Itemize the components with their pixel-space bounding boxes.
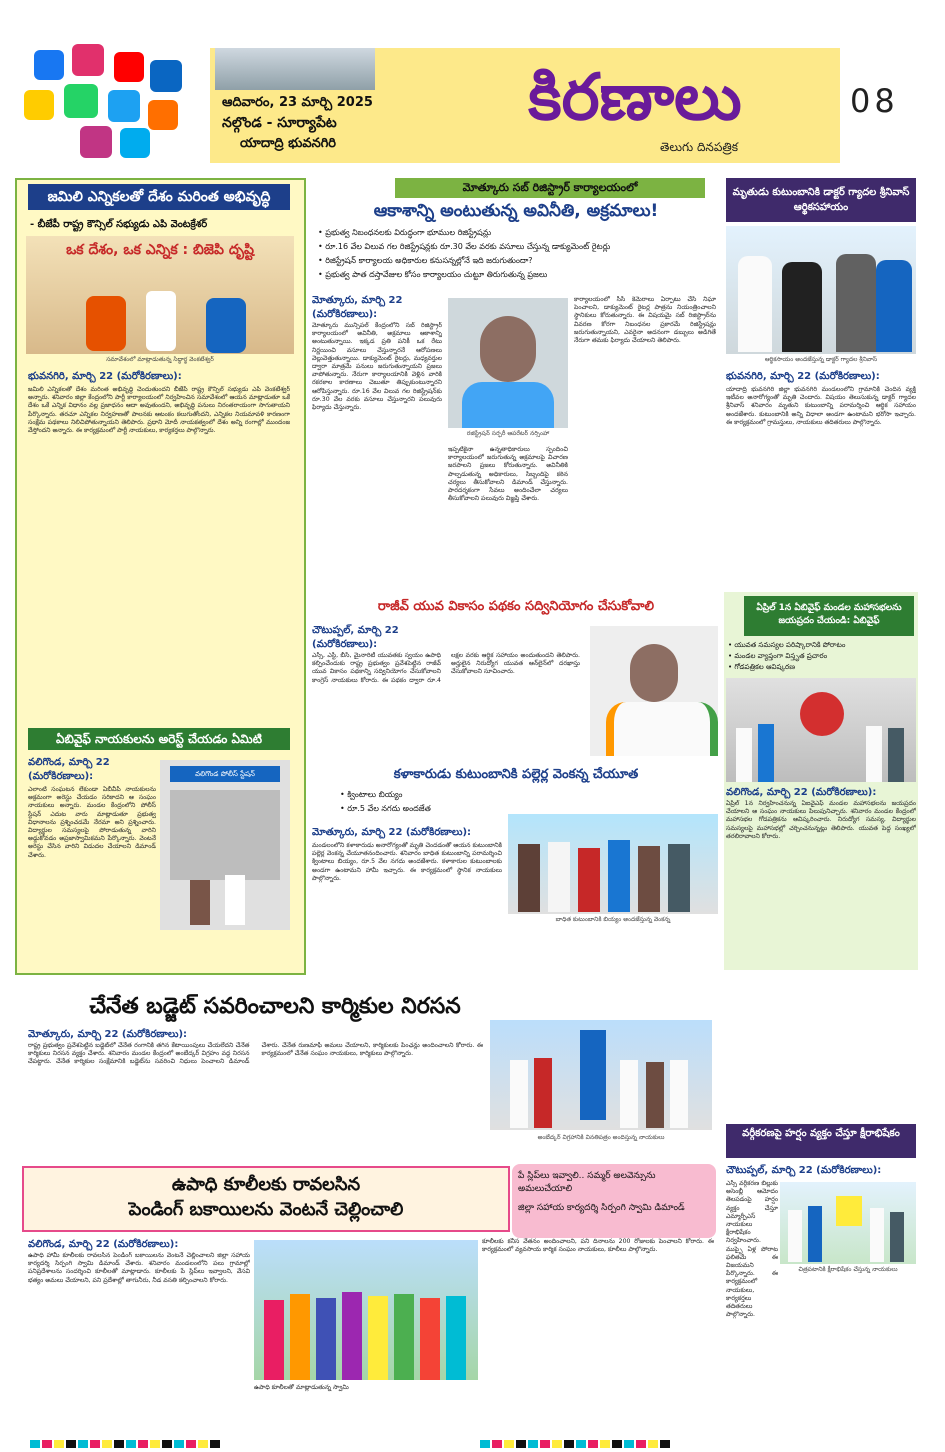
story1-photo-caption: సమావేశంలో మాట్లాడుతున్న సిద్ధార్థ వెంకటేశ్వర్ xyxy=(106,356,214,363)
story9-body: ఎస్సీ వర్గీకరణ బిల్లుకు అసెంబ్లీ ఆమోదం తెలపడంపై హర్షం వ్యక్తం చేస్తూ ఎమ్మార్పీఎస్ నాయకులు క్షీరాభిషేకం నిర్వహించారు. ముప్పై ఏళ్ల పోరాట ఫలితమే ఈ విజయమని పేర్కొన్నారు. ఈ కార్యక్రమంలో నాయకులు, కార్యకర్తలు తదితరులు పాల్గొన్నారు. xyxy=(726,1180,778,1319)
story7-box-title: ఏప్రిల్ 1న ఏబివైఫ్ మండల మహాసభలను జయప్రదం చేయండి: ఏబివైఫ్ xyxy=(744,596,914,636)
story10-headline-box xyxy=(22,1166,510,1232)
story7-bullet-2: • మండల వ్యాప్తంగా విస్తృత ప్రచారం xyxy=(728,651,916,662)
skyline-photo xyxy=(215,48,375,90)
story5-dateline: మోత్కూరు, మార్చి 22 (మరోకిరణాలు): xyxy=(312,827,472,838)
story5-bullets xyxy=(340,788,540,816)
story10-body-right: కూలీలకు కనీస వేతనం అందించాలని, పని దినాలను 200 రోజులకు పెంచాలని కోరారు. ఈ కార్యక్రమంలో వ్యవసాయ కార్మిక సంఘం నాయకులు, కూలీలు పాల్గొన్నారు. xyxy=(482,1238,714,1254)
story4-body: ఎస్సీ, ఎస్టీ, బీసీ, మైనారిటీ యువతకు స్వయం ఉపాధి కల్పించేందుకు రాష్ట్ర ప్రభుత్వం ప్రవేశపెట్టిన రాజీవ్ యువ వికాసం పథకాన్ని సద్వినియోగం చేసుకోవాలని కాంగ్రెస్ నాయకులు కోరారు. ఈ పథకం ద్వారా రూ.4 లక్షల వరకు ఆర్థిక సహాయం అందుతుందని తెలిపారు. అర్హులైన నిరుద్యోగ యువత ఆన్‌లైన్‌లో దరఖాస్తు చేసుకోవాలని సూచించారు. xyxy=(312,652,580,684)
story1-subhead: - బీజేపీ రాష్ట్ర కౌన్సిల్ సభ్యుడు ఎపి వెంటక్రేశర్ xyxy=(30,219,208,230)
story5-bullet-1: • క్వింటాలు బియ్యం xyxy=(340,788,540,802)
story2-body: ఎలాంటి సంఘటన లేకుండా ఏబీవీపీ నాయకులను అక్రమంగా అరెస్టు చేయడం సరికాదని ఆ సంఘం నాయకులు అన్నారు. మండల కేంద్రంలోని పోలీస్ స్టేషన్ ఎదుట వారు మాట్లాడుతూ ప్రభుత్వ విధానాలను ప్రశ్నించడమే నేరమా అని ప్రశ్నించారు. విద్యార్థుల సమస్యలపై పోరాడుతున్న వారిని అడ్డుకోవడం అప్రజాస్వామికమని పేర్కొన్నారు. వెంటనే అరెస్టు చేసిన వారిని విడుదల చేయాలని డిమాండ్ చేశారు. xyxy=(28,786,156,859)
story9-photo-caption: చిత్రపటానికి క్షీరాభిషేకం చేస్తున్న నాయకులు xyxy=(798,1266,898,1273)
story2-dateline: వలిగొండ, మార్చి 22 (మరోకిరణాలు): xyxy=(28,757,110,782)
edition-line-2: యాదాద్రి భువనగిరి xyxy=(240,136,337,151)
story7-bullet-3: • గోడపత్రికల ఆవిష్కరణ xyxy=(728,662,916,673)
story10-callout-2: జిల్లా సహాయ కార్యదర్శి సిర్పంగి స్వామి డిమాండ్ xyxy=(518,1203,685,1213)
story8-headline: చేనేత బడ్జెట్ సవరించాలని కార్మికుల నిరసన xyxy=(89,994,461,1019)
edition-line-1: నల్గొండ - సూర్యాపేట xyxy=(222,115,337,131)
social-media-icons-graphic xyxy=(20,40,210,160)
logo-text: కిరణాలు xyxy=(528,61,742,135)
story9-dateline: చౌటుప్పల్, మార్చి 22 (మరోకిరణాలు): xyxy=(726,1165,882,1176)
story9-box-title: వర్గీకరణపై హర్షం వ్యక్తం చేస్తూ క్షీరాభిషేకం xyxy=(726,1124,916,1158)
story1-photo xyxy=(26,236,294,354)
story3-dateline: మోత్కూరు, మార్చి 22 (మరోకిరణాలు): xyxy=(312,295,403,320)
story1-body: జమిలి ఎన్నికలతో దేశం మరింత అభివృద్ధి చెందుతుందని బీజేపీ రాష్ట్ర కౌన్సిల్ సభ్యుడు ఎపి వెంకటేశ్వర్ అన్నారు. శనివారం జిల్లా కేంద్రంలోని పార్టీ కార్యాలయంలో నిర్వహించిన సమావేశంలో ఆయన మాట్లాడుతూ ఒకే దేశం ఒకే ఎన్నిక విధానం వల్ల ప్రజాధనం ఆదా అవుతుందని, అభివృద్ధి పనులు నిరంతరాయంగా సాగుతాయని పేర్కొన్నారు. తరచూ ఎన్నికల నిర్వహణతో పాలనకు ఆటంకం కలుగుతోందని, ఎన్నికల నియమావళి కారణంగా సంక్షేమ పథకాలు నిలిచిపోతున్నాయని తెలిపారు. ప్రధాని మోదీ నాయకత్వంలో దేశం అన్ని రంగాల్లో ముందంజ వేస్తోందని అన్నారు. ఈ కార్యక్రమంలో పార్టీ నాయకులు, కార్యకర్తలు పాల్గొన్నారు. xyxy=(28,386,290,435)
story3-bullet-4: • ప్రభుత్వ పాత దస్తావేజుల కోసం కార్యాలయం చుట్టూ తిరుగుతున్న ప్రజలు xyxy=(318,268,718,282)
story8-photo xyxy=(490,1020,712,1130)
date-line: ఆదివారం, 23 మార్చి 2025 xyxy=(222,95,373,110)
story2-headline: ఏబివైఫ్ నాయకులను అరెస్ట్ చేయడం ఏమిటి xyxy=(28,728,290,750)
story3-kicker: మోత్కూరు సబ్ రిజిస్ట్రార్ కార్యాలయంలో xyxy=(395,178,705,198)
story5-headline: కళాకారుడు కుటుంబానికి పల్లెర్ల వెంకన్న చేయూత xyxy=(393,767,639,782)
story3-body-left: మోత్కూరు మున్సిపల్ కేంద్రంలోని సబ్ రిజిస్ట్రార్ కార్యాలయంలో అవినీతి, అక్రమాలు ఆకాశాన్ని అంటుతున్నాయి. ఇక్కడ ప్రతి పనికీ ఒక రేటు నిర్ణయించి వసూలు చేస్తున్నారనే ఆరోపణలు వెల్లువెత్తుతున్నాయి. డాక్యుమెంట్ రైటర్లు, మధ్యవర్తుల ద్వారా మాత్రమే పనులు జరుగుతున్నాయని ప్రజలు వాపోతున్నారు. నేరుగా కార్యాలయానికి వెళ్లిన వారికి రకరకాల కారణాలు చెబుతూ తిప్పుకుంటున్నారని ఆరోపిస్తున్నారు. రూ.16 వేల విలువ గల రిజిస్ట్రేషన్‌కు రూ.30 వేల వరకు వసూలు చేస్తున్నారని పలువురు ఫిర్యాదు చేస్తున్నారు. xyxy=(312,322,442,412)
story3-bullet-2: • రూ.16 వేల విలువ గల రిజిస్ట్రేషన్లకు రూ.30 వేల వరకు వసూలు చేస్తున్న డాక్యుమెంట్ రైటర్లు xyxy=(318,240,718,254)
story7-photo xyxy=(726,678,916,782)
story6-body: యాదాద్రి భువనగిరి జిల్లా భువనగిరి మండలంలోని గ్రామానికి చెందిన వ్యక్తి ఇటీవల అనారోగ్యంతో మృతి చెందారు. విషయం తెలుసుకున్న డాక్టర్ గ్యాదల శ్రీనివాస్ శనివారం మృతుని కుటుంబాన్ని పరామర్శించి ఆర్థిక సహాయం అందజేశారు. కుటుంబానికి అన్ని విధాలా అండగా ఉంటామని భరోసా ఇచ్చారు. ఈ కార్యక్రమంలో గ్రామస్తులు, నాయకులు తదితరులు పాల్గొన్నారు. xyxy=(726,386,916,426)
story6-box-title: మృతుడు కుటుంబానికి డాక్టర్ గ్యాదల శ్రీనివాస్ ఆర్థికసహాయం xyxy=(726,178,916,222)
story10-dateline: వలిగొండ, మార్చి 22 (మరోకిరణాలు): xyxy=(28,1239,179,1250)
story10-callout xyxy=(512,1164,716,1238)
story8-dateline: మోత్కూరు, మార్చి 22 (మరోకిరణాలు): xyxy=(28,1029,188,1040)
story9-photo xyxy=(780,1182,916,1264)
story6-photo xyxy=(726,226,916,354)
print-registration-marks xyxy=(0,1429,945,1447)
story5-photo xyxy=(508,814,718,914)
story6-photo-caption: ఆర్థికసాయం అందజేస్తున్న డాక్టర్ గ్యాదల శ్రీనివాస్ xyxy=(764,356,878,363)
story4-portrait xyxy=(590,626,718,756)
page-number: 08 xyxy=(850,82,899,120)
story1-headline: జమిలి ఎన్నికలతో దేశం మరింత అభివృద్ధి xyxy=(28,184,290,210)
story8-photo-caption: అంబేద్కర్ విగ్రహానికి వినతిపత్రం అందిస్తున్న నాయకులు xyxy=(537,1134,665,1141)
story3-body-right: కార్యాలయంలో సీసీ కెమెరాలు ఏర్పాటు చేసి నిఘా పెంచాలని, డాక్యుమెంట్ రైటర్ల పాత్రను నియంత్రించాలని స్థానికులు కోరుతున్నారు. ఈ విషయమై సబ్ రిజిస్ట్రార్‌ను వివరణ కోరగా నిబంధనల ప్రకారమే రిజిస్ట్రేషన్లు జరుగుతున్నాయని, ఎవరైనా అదనంగా డబ్బులు అడిగితే నేరుగా తమకు ఫిర్యాదు చేయాలని తెలిపారు. xyxy=(574,296,716,345)
story3-body-mid: ఇప్పటికైనా ఉన్నతాధికారులు స్పందించి కార్యాలయంలో జరుగుతున్న అక్రమాలపై విచారణ జరపాలని ప్రజలు కోరుతున్నారు. అవినీతికి పాల్పడుతున్న అధికారులు, సిబ్బందిపై కఠిన చర్యలు తీసుకోవాలని డిమాండ్ చేస్తున్నారు. పారదర్శకంగా సేవలు అందించేలా చర్యలు తీసుకోవాలని పలువురు విజ్ఞప్తి చేశారు. xyxy=(448,446,568,503)
story10-headline-line2: పెండింగ్ బకాయిలను వెంటనే చెల్లించాలి xyxy=(128,1199,404,1220)
story7-bullets xyxy=(728,640,916,673)
story3-bullet-3: • రిజిస్ట్రేషన్ కార్యాలయ అధికారుల కనుసన్నల్లోనే ఇది జరుగుతుందా? xyxy=(318,254,718,268)
story7-dateline: వలిగొండ, మార్చి 22 (మరోకిరణాలు): xyxy=(726,787,877,798)
story3-headline: ఆకాశాన్ని అంటుతున్న అవినీతి, అక్రమాలు! xyxy=(373,201,659,221)
story4-dateline: చౌటుప్పల్, మార్చి 22 (మరోకిరణాలు): xyxy=(312,625,399,650)
story10-callout-1: పే స్లిప్‌లు ఇవ్వాలి.. సమ్మర్ అలవెన్సును అమలుచేయాలి xyxy=(518,1171,656,1194)
story5-body: మండలంలోని కళాకారుడు అనారోగ్యంతో మృతి చెందడంతో ఆయన కుటుంబానికి పల్లెర్ల వెంకన్న చేయూతనందించారు. శనివారం బాధిత కుటుంబాన్ని పరామర్శించి క్వింటాలు బియ్యం, రూ.5 వేల నగదు అందజేశారు. కళాకారుల కుటుంబాలకు అండగా ఉంటామని హామీ ఇచ్చారు. ఈ కార్యక్రమంలో స్థానిక నాయకులు పాల్గొన్నారు. xyxy=(312,842,502,882)
logo-tagline: తెలుగు దినపత్రిక xyxy=(660,140,739,154)
story6-dateline: భువనగిరి, మార్చి 22 (మరోకిరణాలు): xyxy=(726,371,880,382)
story7-body: ఏప్రిల్ 1న నిర్వహించనున్న ఏఐవైఎఫ్ మండల మహాసభలను జయప్రదం చేయాలని ఆ సంఘం నాయకులు పిలుపునిచ్చారు. శనివారం మండల కేంద్రంలో మహాసభల గోడపత్రికను ఆవిష్కరించారు. నిరుద్యోగ సమస్య, విద్యార్థుల సమస్యలపై మహాసభల్లో చర్చించనున్నట్లు తెలిపారు. యువత పెద్ద సంఖ్యలో తరలిరావాలని కోరారు. xyxy=(726,800,916,840)
story3-photo-caption: రజిస్ట్రేషన్ సర్ఫరీ ఆపరేటర్ నర్సింహా xyxy=(466,430,550,437)
story7-bullet-1: • యువత సమస్యల పరిష్కారానికి పోరాటం xyxy=(728,640,916,651)
story2-photo xyxy=(160,760,290,930)
story3-bullet-1: • ప్రభుత్వ నిబంధనలకు విరుద్ధంగా భూముల రిజిస్ట్రేషన్లు xyxy=(318,226,718,240)
story10-body: ఉపాధి హామీ కూలీలకు రావలసిన పెండింగ్ బకాయిలను వెంటనే చెల్లించాలని జిల్లా సహాయ కార్యదర్శి సిర్పంగి స్వామి డిమాండ్ చేశారు. శనివారం మండలంలోని పలు గ్రామాల్లో పనిప్రదేశాలను సందర్శించి కూలీలతో మాట్లాడారు. కూలీలకు పే స్లిప్‌లు ఇవ్వాలని, వేసవి భత్యం అమలు చేయాలని, పని ప్రదేశాల్లో తాగునీరు, నీడ వసతి కల్పించాలని కోరారు. xyxy=(28,1252,250,1284)
story4-headline: రాజీవ్ యువ వికాసం పథకం సద్వినియోగం చేసుకోవాలి xyxy=(377,599,655,614)
story1-dateline: భువనగిరి, మార్చి 22 (మరోకిరణాలు): xyxy=(28,371,182,382)
story10-headline-line1: ఉపాధి కూలీలకు రావలసిన xyxy=(171,1174,361,1195)
story5-photo-caption: బాధిత కుటుంబానికి బియ్యం అందజేస్తున్న వెంకన్న xyxy=(555,916,671,923)
story1-banner-text: ఒక దేశం, ఒక ఎన్నిక : బిజెపి దృష్టి xyxy=(66,242,254,258)
police-station-sign: వలిగొండ పోలీస్ స్టేషన్ xyxy=(170,766,280,782)
story3-portrait xyxy=(448,298,568,428)
story10-photo-caption: ఉపాధి కూలీలతో మాట్లాడుతున్న స్వామి xyxy=(254,1384,349,1391)
story10-photo xyxy=(254,1240,478,1380)
story5-body-cont xyxy=(508,930,718,966)
story5-bullet-2: • రూ.5 వేల నగదు అందజేత xyxy=(340,802,540,816)
masthead xyxy=(0,0,945,165)
story8-body: రాష్ట్ర ప్రభుత్వం ప్రవేశపెట్టిన బడ్జెట్‌లో చేనేత రంగానికి తగిన కేటాయింపులు చేయలేదని చేనేత కార్మికులు నిరసన వ్యక్తం చేశారు. శనివారం మండల కేంద్రంలో అంబేద్కర్ విగ్రహం వద్ద నిరసన చేపట్టారు. చేనేత కార్మికుల సంక్షేమానికి బడ్జెట్‌ను సవరించి నిధులు పెంచాలని డిమాండ్ చేశారు. చేనేత రుణమాఫీ అమలు చేయాలని, కార్మికులకు పింఛన్లు అందించాలని కోరారు. ఈ కార్యక్రమంలో చేనేత సంఘం నాయకులు, కార్మికులు పాల్గొన్నారు. xyxy=(28,1042,483,1066)
story3-bullets xyxy=(318,226,718,282)
